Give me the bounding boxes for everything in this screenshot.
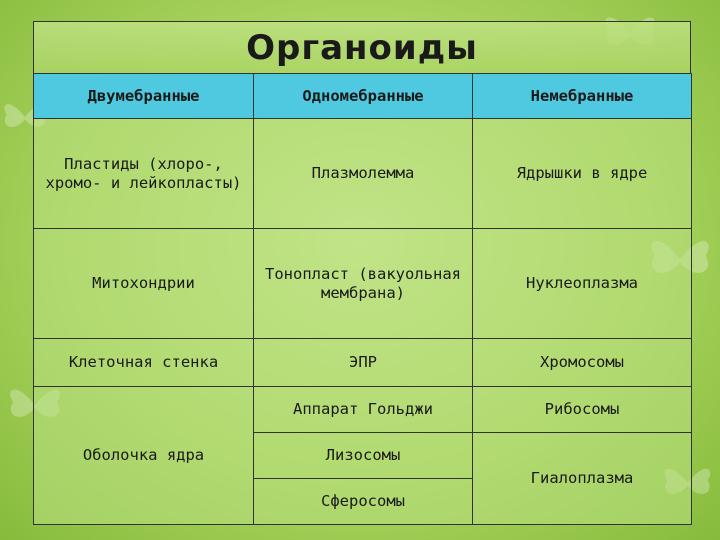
organoids-table (33, 73, 692, 525)
cell-nucleoplasm: Нуклеоплазма (473, 229, 692, 339)
cell-golgi: Аппарат Гольджи (254, 387, 473, 433)
header-single-membrane: Одномебранные (254, 74, 473, 119)
table-row (34, 229, 692, 339)
cell-hyaloplasm: Гиалоплазма (473, 433, 692, 525)
page-title: Органоиды (246, 28, 478, 68)
header-non-membrane: Немебранные (473, 74, 692, 119)
table-row (34, 119, 692, 229)
cell-lysosomes: Лизосомы (254, 433, 473, 479)
cell-nucleoli: Ядрышки в ядре (473, 119, 692, 229)
cell-cell-wall: Клеточная стенка (34, 339, 254, 387)
title-box (33, 21, 691, 73)
cell-er: ЭПР (254, 339, 473, 387)
table-row (34, 387, 692, 433)
cell-tonoplast: Тонопласт (вакуольная мембрана) (254, 229, 473, 339)
cell-nuclear-envelope: Оболочка ядра (34, 387, 254, 525)
cell-spherosomes: Сферосомы (254, 479, 473, 525)
header-double-membrane: Двумебранные (34, 74, 254, 119)
cell-chromosomes: Хромосомы (473, 339, 692, 387)
cell-mitochondria: Митохондрии (34, 229, 254, 339)
cell-plasmalemma: Плазмолемма (254, 119, 473, 229)
cell-plastids: Пластиды (хлоро-, хромо- и лейкопласты) (34, 119, 254, 229)
table-header-row (34, 74, 692, 119)
cell-ribosomes: Рибосомы (473, 387, 692, 433)
table-row (34, 339, 692, 387)
